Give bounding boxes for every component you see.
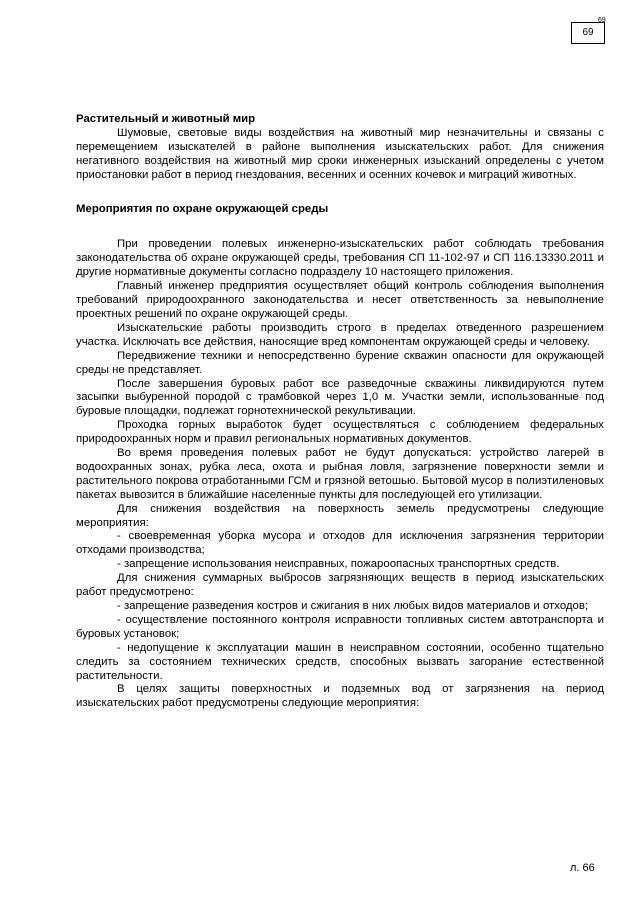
paragraph: В целях защиты поверхностных и подземных вод от загрязнения на период изыскательских работ предусмотрены следующие мероприятия:: [76, 683, 604, 710]
list-item: - запрещение разведения костров и сжигания в них любых видов материалов и отходов;: [117, 600, 589, 612]
paragraph: Для снижения воздействия на поверхность земель предусмотрены следующие мероприятия:: [76, 502, 604, 529]
page-number-superscript: 69: [598, 17, 606, 24]
paragraph: Передвижение техники и непосредственно бурение скважин опасности для окружающей среды не представляет.: [76, 349, 604, 376]
paragraph: Шумовые, световые виды воздействия на животный мир незначительны и связаны с перемещением изыскателей в районе выполнения изыскательских работ. Для снижения негативного воздействия на животный мир сроки инженерных изысканий определены с учетом приостановки работ в период гнездования, весенних и осенних кочевок и миграций животных.: [76, 126, 604, 181]
paragraph: Изыскательские работы производить строго в пределах отведенного разрешением участка. Исключать все действия, наносящие вред компонентам окружающей среды и человеку.: [76, 321, 604, 348]
paragraph: Проходка горных выработок будет осуществляться с соблюдением федеральных природоохранных норм и правил региональных нормативных документов.: [76, 419, 604, 446]
paragraph: После завершения буровых работ все разведочные скважины ликвидируются путем засыпки выбуренной породой с трамбовкой через 1,0 м. Участки земли, использованные под буровые площадки, подлежат горнотехнической рекультивации.: [76, 377, 604, 418]
page-number-box: 69: [571, 22, 605, 44]
sheet-number: л. 66: [570, 862, 595, 874]
section-title-environmental-measures: Мероприятия по охране окружающей среды: [76, 202, 329, 215]
list-item: - недопущение к эксплуатации машин в неисправном состоянии, особенно тщательно следить за состоянием технических средств, способных вызвать загорание естественной растительности.: [76, 641, 604, 682]
list-item: - осуществление постоянного контроля исправности топливных систем автотранспорта и буровых установок;: [76, 613, 604, 640]
paragraph: При проведении полевых инженерно-изыскательских работ соблюдать требования законодательства об охране окружающей среды, требования СП 11-102-97 и СП 116.13330.2011 и другие нормативные документы согласно подразделу 10 настоящего приложения.: [76, 238, 604, 279]
paragraph: Для снижения суммарных выбросов загрязняющих веществ в период изыскательских работ предусмотрено:: [76, 572, 604, 599]
paragraph: Во время проведения полевых работ не будут допускаться: устройство лагерей в водоохранных зонах, рубка леса, охота и рыбная ловля, загрязнение поверхности земли и растительного покрова отработанными ГСМ и грязной ветошью. Бытовой мусор в полиэтиленовых пакетах вывозится в ближайшие населенные пункты для последующей его утилизации.: [76, 447, 604, 501]
list-item: - своевременная уборка мусора и отходов для исключения загрязнения территории отходами производства;: [76, 530, 604, 557]
document-body: [76, 113, 604, 711]
list-item: - запрещение использования неисправных, пожароопасных транспортных средств.: [117, 558, 560, 571]
paragraph: Главный инженер предприятия осуществляет общий контроль соблюдения выполнения требований природоохранного законодательства и несет ответственность за невыполнение проектных решений по охране окружающей среды.: [76, 280, 604, 320]
section-title-flora-fauna: Растительный и животный мир: [76, 113, 256, 125]
